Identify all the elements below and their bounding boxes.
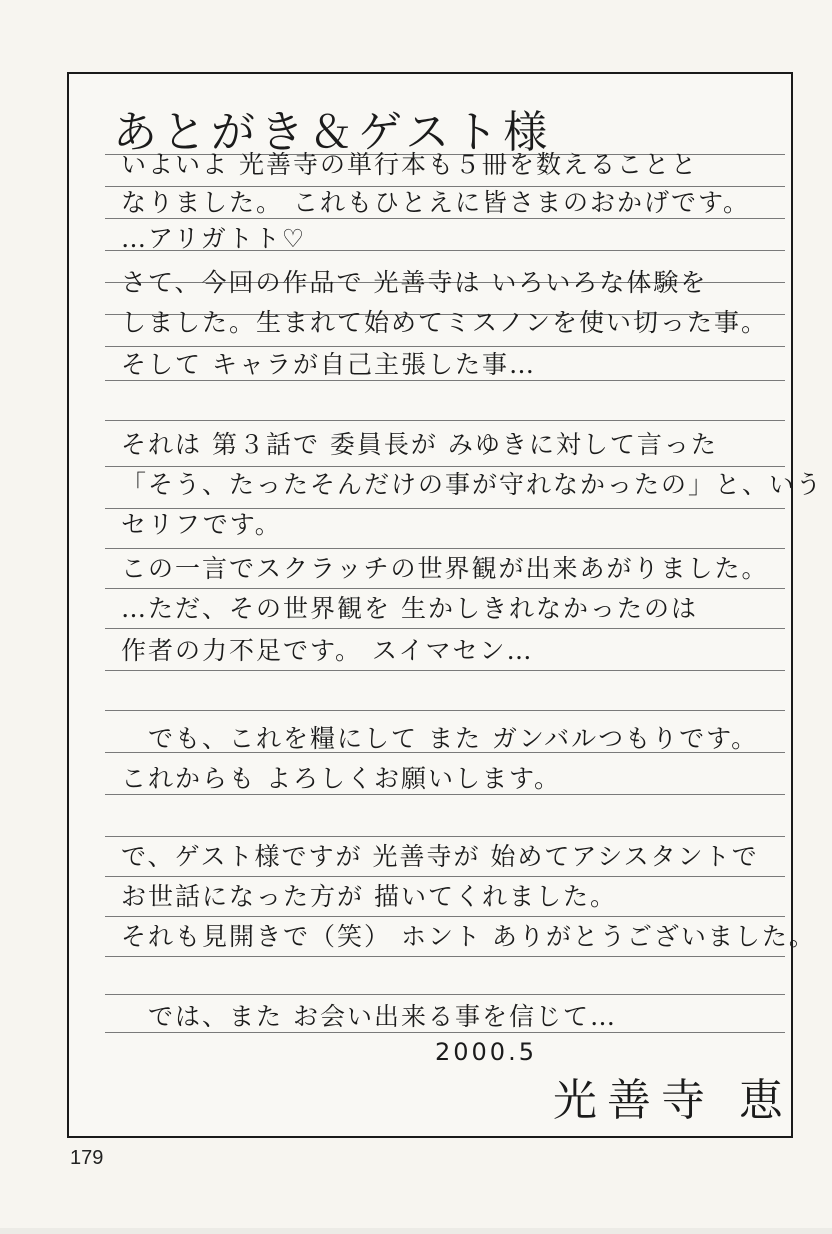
- ruled-line: [105, 548, 785, 549]
- ruled-line: [105, 186, 785, 187]
- ruled-line: [105, 466, 785, 467]
- ruled-line: [105, 876, 785, 877]
- text-line: …ただ、その世界観を 生かしきれなかったのは: [121, 594, 698, 623]
- signature: 光善寺 恵: [553, 1075, 793, 1126]
- text-line: それも見開きで（笑） ホント ありがとうございました。: [121, 922, 816, 951]
- text-line: いよいよ 光善寺の単行本も５冊を数えることと: [121, 150, 698, 179]
- date: 2000.5: [435, 1038, 537, 1066]
- text-line: 作者の力不足です。 スイマセン…: [121, 636, 534, 665]
- ruled-line: [105, 588, 785, 589]
- ruled-line: [105, 420, 785, 421]
- ruled-line: [105, 218, 785, 219]
- text-line: では、また お会い出来る事を信じて…: [121, 1002, 617, 1031]
- afterword-title: あとがき＆ゲスト様: [113, 107, 553, 158]
- text-line: そして キャラが自己主張した事…: [121, 350, 536, 379]
- text-line: さて、今回の作品で 光善寺は いろいろな体験を: [121, 268, 708, 297]
- text-line: セリフです。: [121, 510, 282, 539]
- ruled-line: [105, 346, 785, 347]
- text-line: で、ゲスト様ですが 光善寺が 始めてアシスタントで: [121, 842, 759, 871]
- ruled-line: [105, 836, 785, 837]
- page-number: 179: [70, 1147, 104, 1169]
- text-line: お世話になった方が 描いてくれました。: [121, 882, 617, 911]
- afterword-frame: [67, 72, 824, 1138]
- ruled-line: [105, 1032, 785, 1033]
- text-line: しました。生まれて始めてミスノンを使い切った事。: [121, 308, 769, 337]
- ruled-line: [105, 628, 785, 629]
- text-line: この一言でスクラッチの世界観が出来あがりました。: [121, 554, 769, 583]
- text-line: それは 第３話で 委員長が みゆきに対して言った: [121, 430, 718, 459]
- ruled-line: [105, 994, 785, 995]
- ruled-line: [105, 956, 785, 957]
- ruled-line: [105, 916, 785, 917]
- ruled-line: [105, 380, 785, 381]
- ruled-line: [105, 508, 785, 509]
- text-line: でも、これを糧にして また ガンバルつもりです。: [121, 724, 759, 753]
- ruled-line: [105, 670, 785, 671]
- text-line: なりました。 これもひとえに皆さまのおかげです。: [121, 188, 750, 217]
- page-edge: [0, 1228, 832, 1234]
- text-line: これからも よろしくお願いします。: [121, 764, 561, 793]
- ruled-line: [105, 794, 785, 795]
- text-line: 「そう、たったそんだけの事が守れなかったの」と、いう: [121, 470, 824, 499]
- ruled-line: [105, 710, 785, 711]
- text-line: …アリガトト♡: [121, 224, 307, 253]
